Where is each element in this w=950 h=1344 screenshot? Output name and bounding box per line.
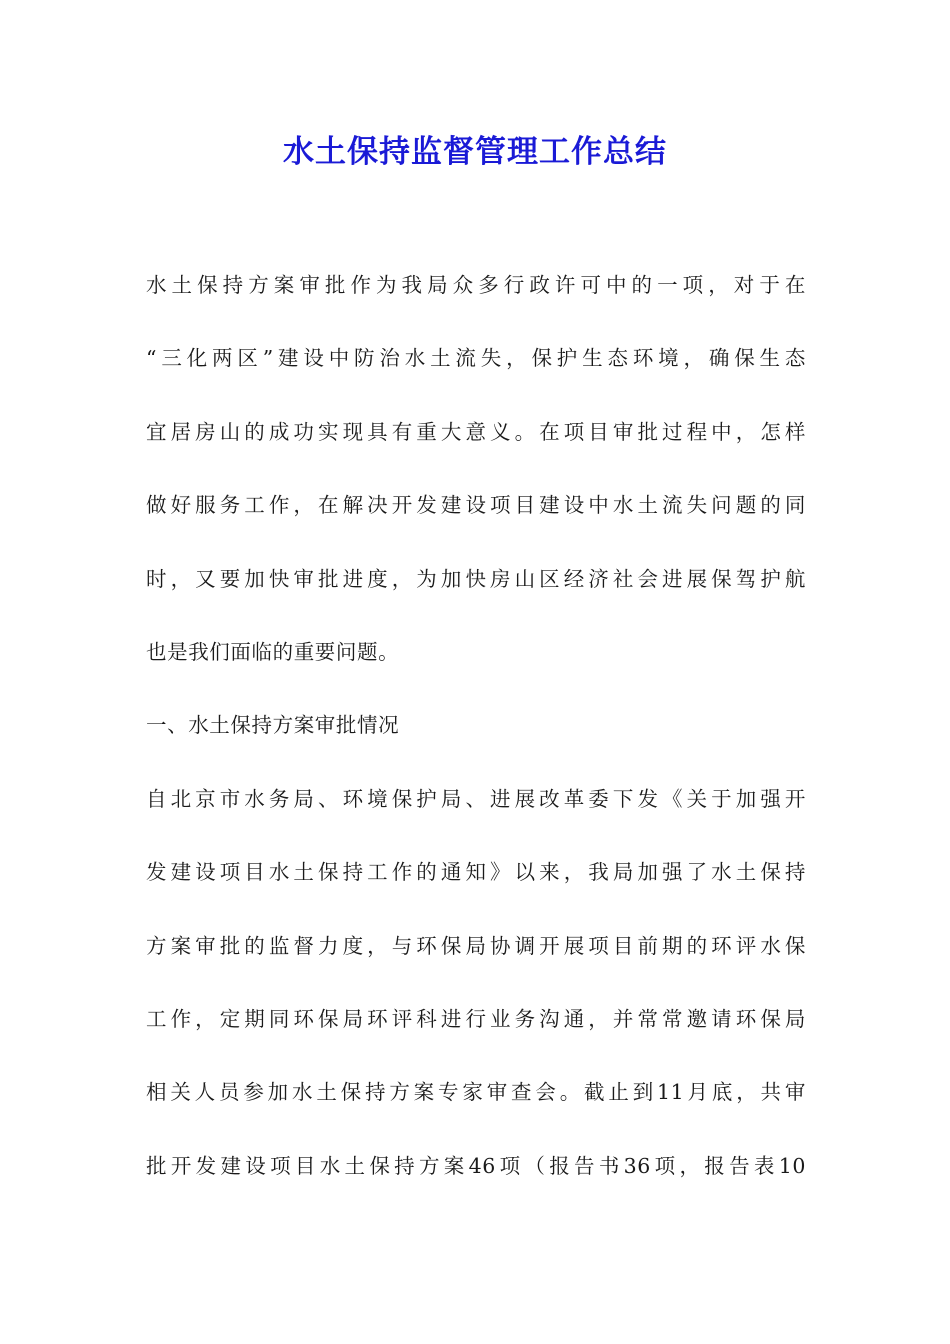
section-heading: 一、水土保持方案审批情况	[146, 713, 400, 738]
paragraph-line: 自北京市水务局、环境保护局、进展改革委下发《关于加强开	[146, 786, 806, 811]
paragraph-line: 也是我们面临的重要问题。	[146, 639, 400, 664]
paragraph-line: 水土保持方案审批作为我局众多行政许可中的一项，对于在	[146, 273, 806, 297]
paragraph-line: 发建设项目水土保持工作的通知》以来，我局加强了水土保持	[146, 860, 806, 885]
paragraph-line: 时，又要加快审批进度，为加快房山区经济社会进展保驾护航	[146, 566, 806, 591]
document-title: 水土保持监督管理工作总结	[283, 134, 667, 170]
paragraph-line: 宜居房山的成功实现具有重大意义。在项目审批过程中，怎样	[146, 419, 806, 444]
paragraph-line: 做好服务工作，在解决开发建设项目建设中水土流失问题的同	[146, 493, 806, 518]
document-body	[146, 265, 806, 1219]
paragraph-line: 工作，定期同环保局环评科进行业务沟通，并常常邀请环保局	[146, 1006, 806, 1031]
paragraph-line: “三化两区”建设中防治水土流失，保护生态环境，确保生态	[146, 346, 806, 371]
paragraph-line: 相关人员参加水土保持方案专家审查会。截止到11月底，共审	[146, 1080, 806, 1105]
paragraph-line: 方案审批的监督力度，与环保局协调开展项目前期的环评水保	[146, 933, 806, 958]
paragraph-line: 批开发建设项目水土保持方案46项（报告书36项，报告表10	[146, 1153, 806, 1178]
